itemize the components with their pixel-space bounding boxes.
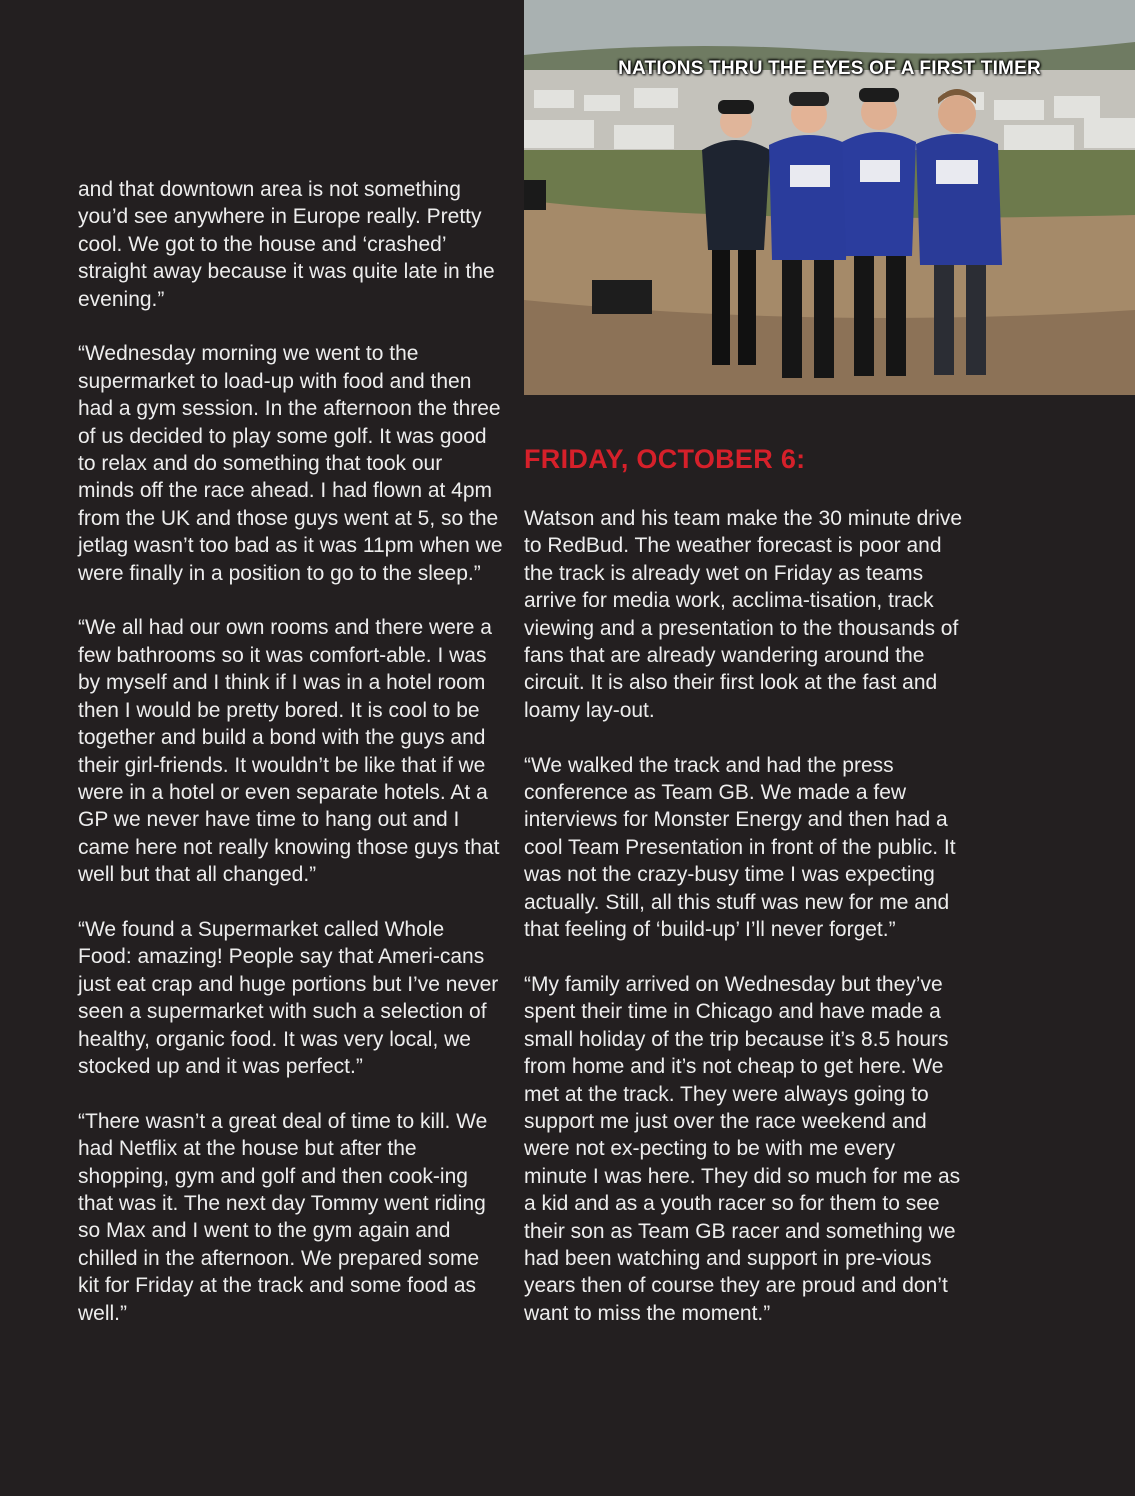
paragraph: and that downtown area is not something you’d see anywhere in Europe really. Pretty cool. We got to the house and ‘crashed’ straight away because it was quite late in the evening.” (78, 178, 495, 311)
paragraph: “My family arrived on Wednesday but they’ve spent their time in Chicago and have made a small holiday of the trip because it’s 8.5 hours from home and it’s not cheap to get here. We met at the track. They were always going to support me just over the race weekend and were not ex-pecting to be with me every minute I was here. They did so much for me as a kid and as a youth racer so for them to see their son as Team GB racer and something we had been watching and support in pre-vious years then of course they are proud and don’t want to miss the moment.” (524, 972, 961, 1325)
team-photo (524, 0, 1135, 395)
photo-caption: NATIONS THRU THE EYES OF A FIRST TIMER (618, 58, 1041, 79)
left-text-column (78, 176, 503, 1354)
paragraph: “Wednesday morning we went to the supermarket to load-up with food and then had a gym session. In the afternoon the three of us decided to play some golf. It was good to relax and do something that took our minds off the race ahead. I had flown at 4pm from the UK and those guys went at 5, so the jetlag wasn’t too bad as it was 11pm when we were finally in a position to go to the sleep.” (78, 342, 503, 585)
paragraph: “We all had our own rooms and there were a few bathrooms so it was comfort-able. I was by myself and I think if I was in a hotel room then I would be pretty bored. It is cool to be together and build a bond with the guys and their girl-friends. It wouldn’t be like that if we were in a hotel or even separate hotels. At a GP we never have time to hang out and I came here not really knowing those guys that well but that all changed.” (78, 616, 500, 887)
paragraph: Watson and his team make the 30 minute drive to RedBud. The weather forecast is poor and the track is already wet on Friday as teams arrive for media work, acclima-tisation, track viewing and a presentation to the thousands of fans that are already wandering around the circuit. It is also their first look at the fast and loamy lay-out. (524, 507, 963, 722)
section-heading: FRIDAY, OCTOBER 6: (524, 444, 806, 474)
paragraph: “We walked the track and had the press conference as Team GB. We made a few interviews for Monster Energy and then had a cool Team Presentation in front of the public. It was not the crazy-busy time I was expecting actually. Still, all this stuff was new for me and that feeling of ‘build-up’ I’ll never forget.” (524, 753, 956, 942)
paragraph: “We found a Supermarket called Whole Food: amazing! People say that Ameri-cans just eat crap and huge portions but I’ve never seen a supermarket with such a selection of healthy, organic food. It was very local, we stocked up and it was perfect.” (78, 917, 499, 1078)
paragraph: “There wasn’t a great deal of time to kill. We had Netflix at the house but after the shopping, gym and golf and then cook-ing that was it. The next day Tommy went riding so Max and I went to the gym again and chilled in the afternoon. We prepared some kit for Friday at the track and some food as well.” (78, 1109, 488, 1325)
right-text-column (524, 505, 964, 1355)
